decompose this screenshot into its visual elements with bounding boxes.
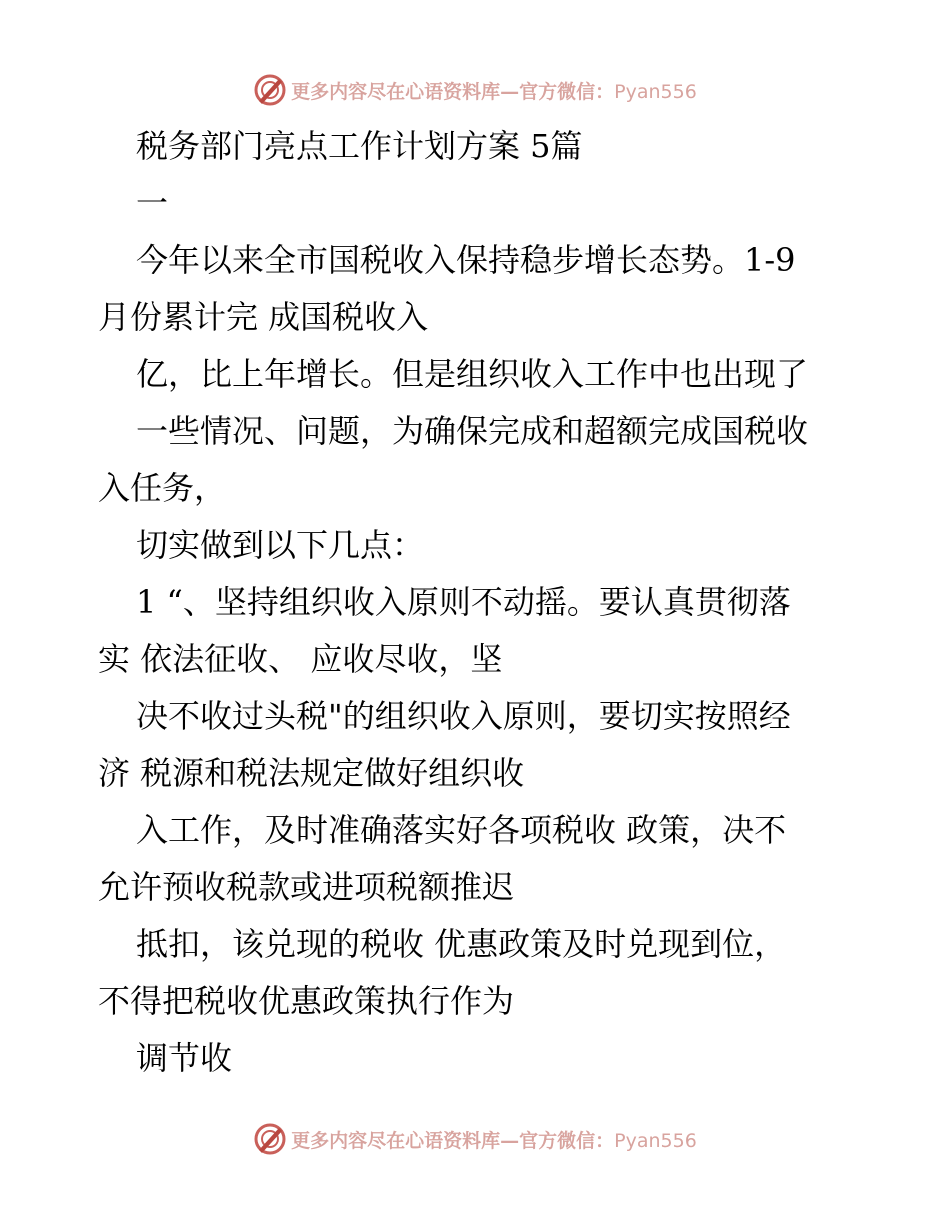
paragraph-line: 调节收 bbox=[136, 1039, 233, 1077]
paragraph-line: 实 依法征收、 应收尽收，坚 bbox=[98, 640, 503, 678]
book-pen-logo-icon bbox=[253, 73, 287, 107]
section-number: 一 bbox=[136, 184, 169, 222]
paragraph-line: 一些情况、问题，为确保完成和超额完成国税收 bbox=[136, 412, 809, 450]
document-title: 税务部门亮点工作计划方案 5篇 bbox=[136, 127, 583, 165]
paragraph-line: 济 税源和税法规定做好组织收 bbox=[98, 754, 525, 792]
paragraph-line: 切实做到以下几点： bbox=[136, 526, 425, 564]
paragraph-line: 1 “、坚持组织收入原则不动摇。要认真贯彻落 bbox=[136, 583, 791, 621]
footer-watermark bbox=[0, 1119, 950, 1159]
paragraph-line: 不得把税收优惠政策执行作为 bbox=[98, 982, 515, 1020]
header-watermark bbox=[0, 70, 950, 110]
document-body bbox=[98, 118, 858, 1087]
paragraph-line: 入工作，及时准确落实好各项税收 政策，决不 bbox=[136, 811, 787, 849]
watermark-text: 更多内容尽在心语资料库—官方微信：Pyan556 bbox=[291, 1129, 697, 1152]
paragraph-line: 允许预收税款或进项税额推迟 bbox=[98, 868, 515, 906]
paragraph-line: 抵扣，该兑现的税收 优惠政策及时兑现到位， bbox=[136, 925, 787, 963]
paragraph-line: 入任务， bbox=[98, 469, 227, 507]
paragraph-line: 决不收过头税"的组织收入原则，要切实按照经 bbox=[136, 697, 791, 735]
paragraph-line: 月份累计完 成国税收入 bbox=[98, 298, 429, 336]
watermark-text: 更多内容尽在心语资料库—官方微信：Pyan556 bbox=[291, 80, 697, 103]
book-pen-logo-icon bbox=[253, 1122, 287, 1156]
paragraph-line: 今年以来全市国税收入保持稳步增长态势。1-9 bbox=[136, 241, 796, 279]
paragraph-line: 亿，比上年增长。但是组织收入工作中也出现了 bbox=[136, 355, 809, 393]
